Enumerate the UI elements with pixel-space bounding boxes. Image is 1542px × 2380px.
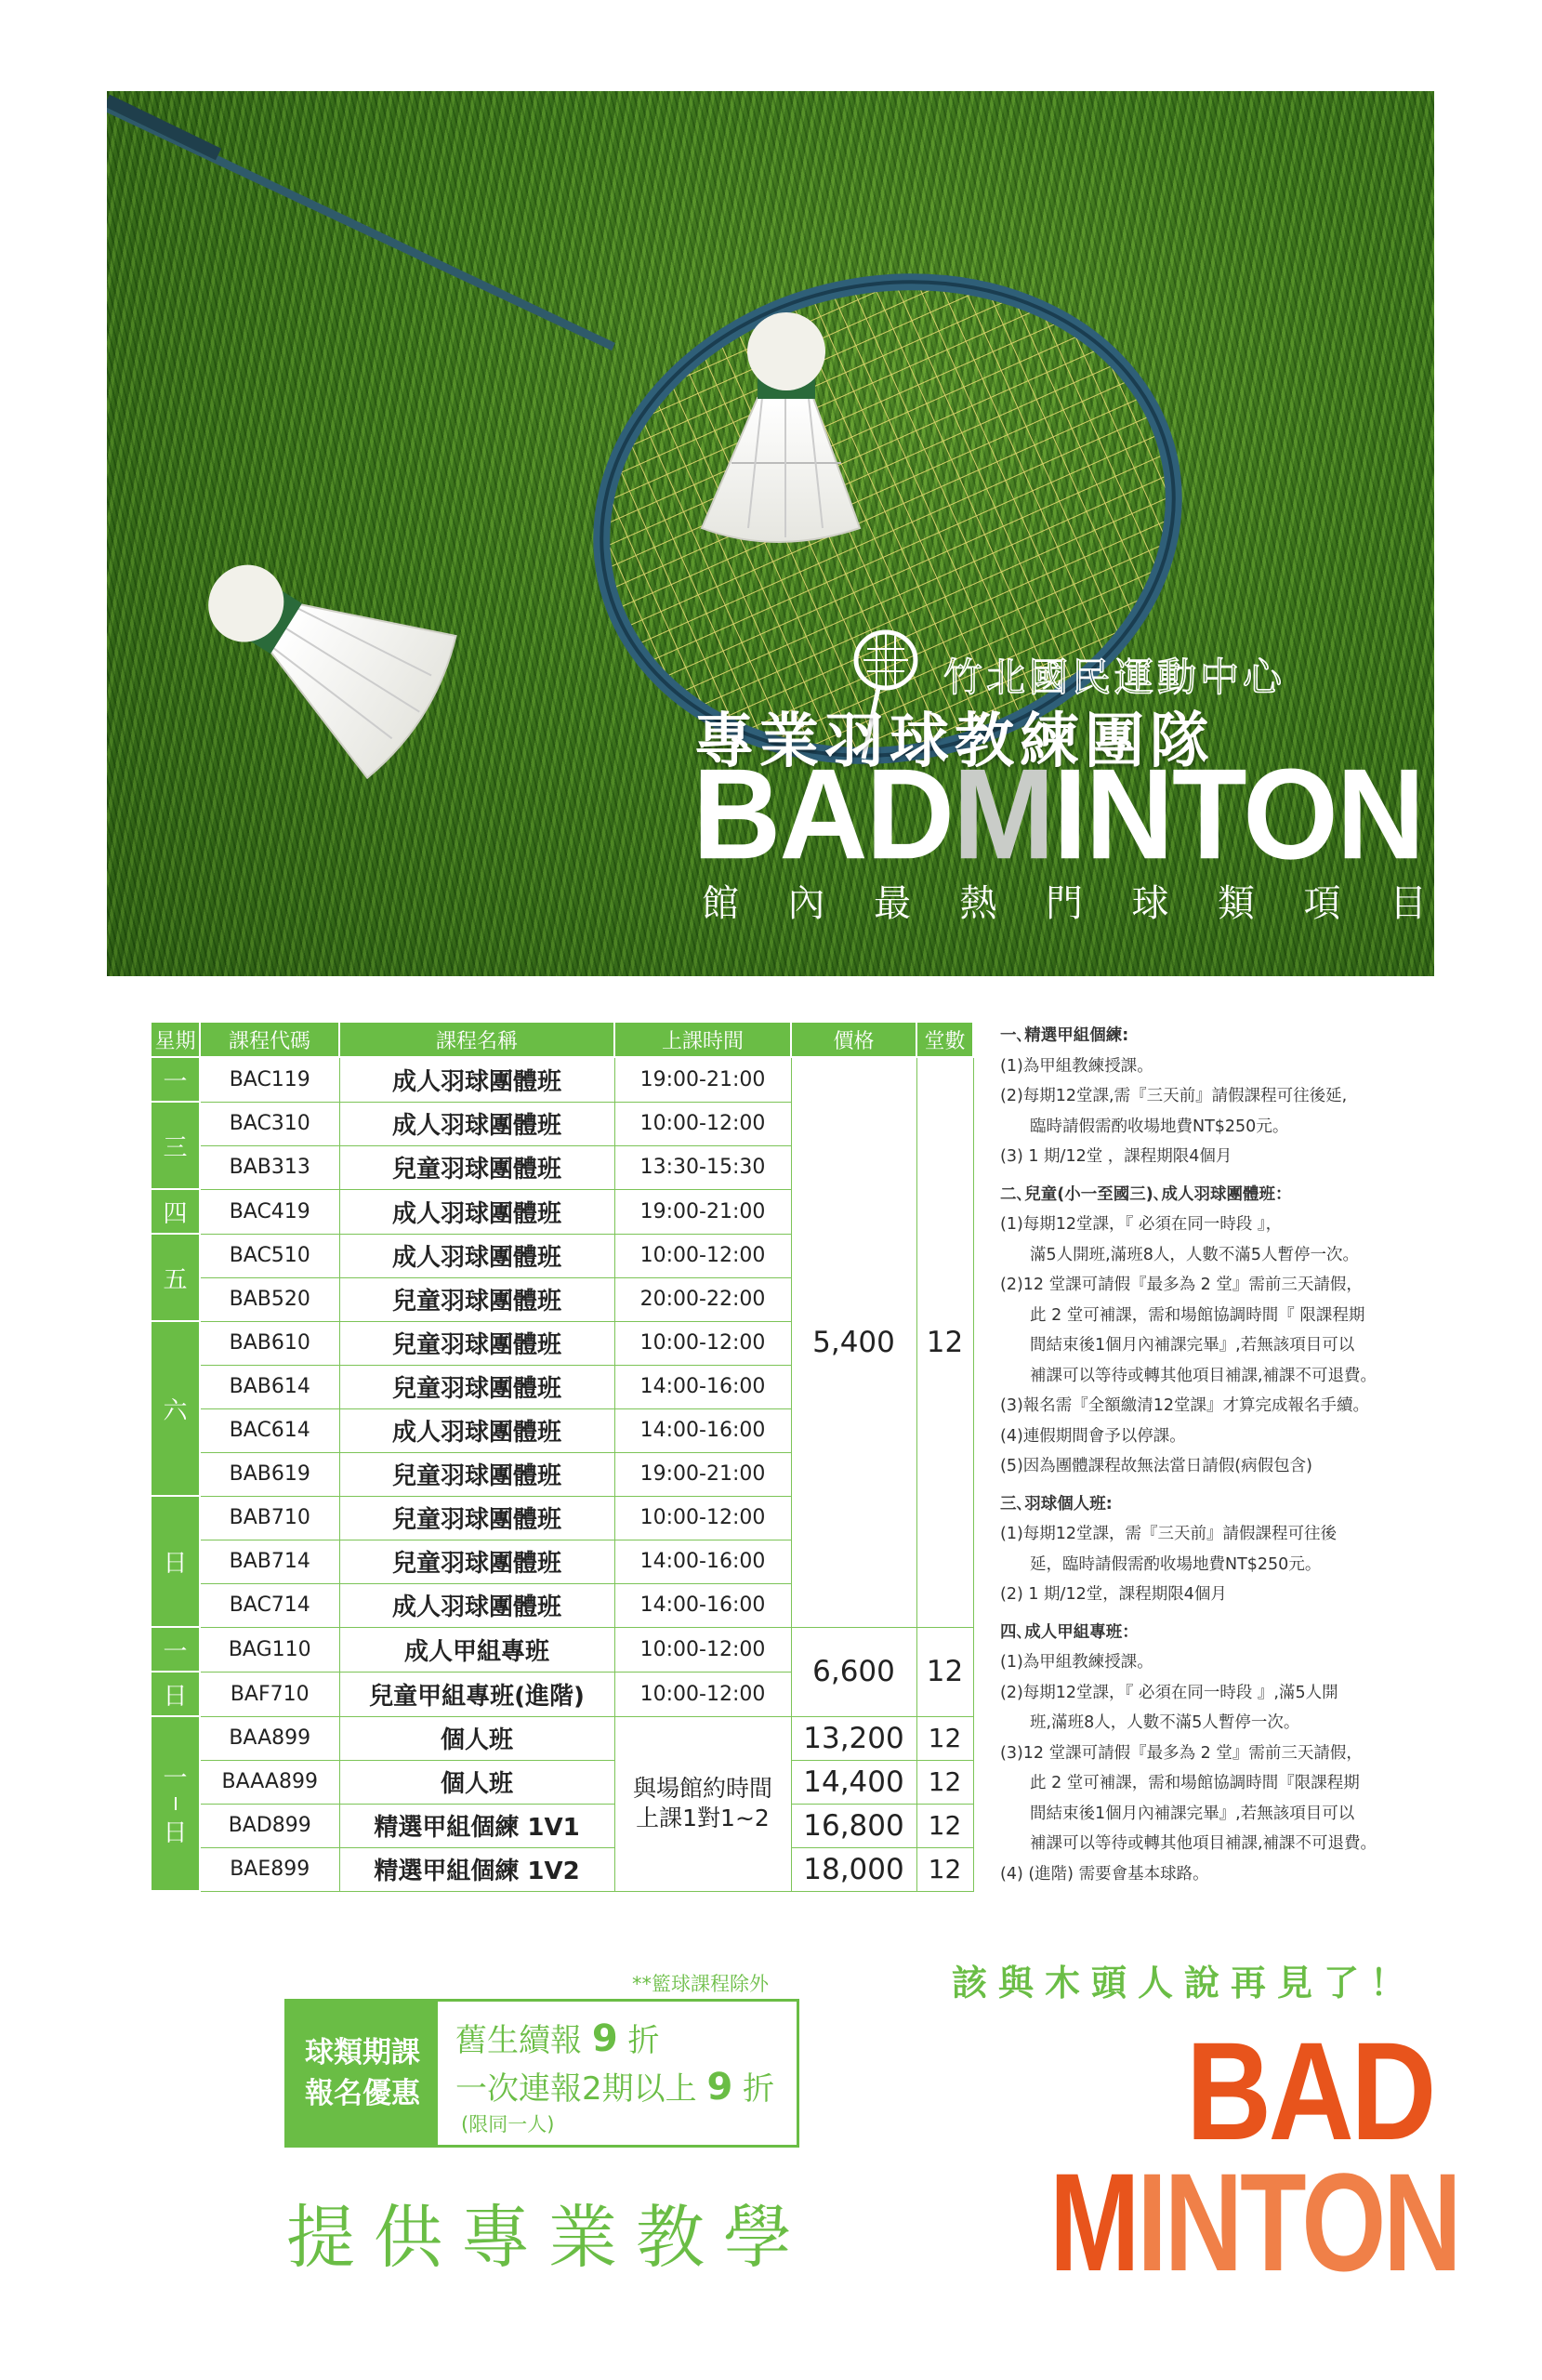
course-name: 成人甲組專班 [339, 1627, 614, 1672]
course-time: 20:00-22:00 [614, 1277, 791, 1321]
day-char: 一 [163, 1765, 188, 1792]
course-name: 兒童羽球團體班 [339, 1321, 614, 1365]
day-cell: 三 [151, 1102, 200, 1189]
wordmark-part: INTON [1052, 742, 1424, 886]
note-line: (1)每期12堂課，需『三天前』請假課程可往後 [1000, 1525, 1338, 1543]
day-cell [151, 1716, 200, 1891]
group-price: 5,400 [791, 1057, 916, 1627]
note-line: 班,滿班8人，人數不滿5人暫停一次。 [1030, 1713, 1300, 1732]
tagline-char: 內 [787, 882, 825, 925]
wordmark-part: M [952, 742, 1053, 886]
promo-discount: 9 [706, 2066, 733, 2109]
table-header-row [151, 1022, 973, 1057]
note-line: (3)12 堂課可請假『最多為 2 堂』需前三天請假， [1000, 1743, 1363, 1763]
header-code: 課程代碼 [200, 1022, 339, 1057]
course-code: BAB610 [200, 1321, 339, 1365]
wordmark-part: M [1049, 2144, 1138, 2300]
private-time [614, 1716, 791, 1891]
note-line: (3) 1 期/12堂 ，課程期限4個月 [1000, 1147, 1232, 1166]
group-count: 12 [916, 1057, 973, 1627]
day-cell: 五 [151, 1234, 200, 1321]
note-line: 此 2 堂可補課，需和場館協調時間『 限課程期 [1030, 1305, 1365, 1325]
course-time: 10:00-12:00 [614, 1627, 791, 1672]
note-line: (2)12 堂課可請假『最多為 2 堂』需前三天請假， [1000, 1276, 1363, 1294]
course-time: 14:00-16:00 [614, 1365, 791, 1408]
course-code: BAC614 [200, 1408, 339, 1452]
note-heading: 一､精選甲組個練: [1000, 1026, 1129, 1045]
course-name: 兒童羽球團體班 [339, 1277, 614, 1321]
course-time: 19:00-21:00 [614, 1057, 791, 1102]
course-name: 個人班 [339, 1716, 614, 1760]
course-time: 14:00-16:00 [614, 1583, 791, 1627]
table-row [151, 1760, 973, 1804]
course-time: 13:30-15:30 [614, 1145, 791, 1189]
day-cell: 一 [151, 1057, 200, 1102]
course-name: 成人羽球團體班 [339, 1408, 614, 1452]
promo-box [284, 1999, 799, 2148]
note-line: 延，臨時請假需酌收場地費NT$250元。 [1030, 1554, 1322, 1574]
elite-price: 6,600 [791, 1627, 916, 1716]
wordmark-part: INTON [1137, 2144, 1459, 2300]
course-count: 12 [916, 1716, 973, 1760]
promo-multi-term [455, 2063, 774, 2109]
hero-title: 專業羽球教練團隊 [694, 707, 1215, 776]
course-name: 成人羽球團體班 [339, 1102, 614, 1145]
day-cell: 日 [151, 1496, 200, 1627]
promo-text: 舊生續報 [455, 2022, 582, 2059]
promo-unit: 折 [627, 2022, 660, 2059]
course-count: 12 [916, 1847, 973, 1891]
table-row [151, 1057, 973, 1102]
day-separator [175, 1797, 177, 1810]
note-line: (1)為甲組教練授課。 [1000, 1056, 1153, 1076]
course-name: 兒童甲組專班(進階) [339, 1672, 614, 1716]
day-cell: 六 [151, 1321, 200, 1496]
day-cell: 四 [151, 1189, 200, 1234]
note-line: (2)每期12堂課，『 必須在同一時段 』,滿5人開 [1000, 1683, 1338, 1702]
hero-subtitle: 竹北國民運動中心 [943, 654, 1286, 700]
course-code: BAB313 [200, 1145, 339, 1189]
course-count: 12 [916, 1804, 973, 1847]
day-cell: 一 [151, 1627, 200, 1672]
tagline-char: 項 [1303, 882, 1341, 925]
wordmark-part: BAD [692, 742, 953, 886]
course-name: 兒童羽球團體班 [339, 1540, 614, 1583]
course-price: 13,200 [791, 1716, 916, 1760]
course-time: 10:00-12:00 [614, 1321, 791, 1365]
slogan: 提供專業教學 [286, 2198, 811, 2278]
note-line: 補課可以等待或轉其他項目補課,補課不可退費。 [1030, 1834, 1377, 1853]
big-bad-wordmark: BAD [1186, 2013, 1434, 2169]
tagline-char: 類 [1218, 882, 1255, 925]
course-price: 14,400 [791, 1760, 916, 1804]
course-name: 精選甲組個練 1V1 [339, 1804, 614, 1847]
note-heading: 二､兒童(小一至國三)､成人羽球團體班： [1000, 1184, 1292, 1204]
hero-banner [107, 91, 1434, 976]
course-code: BAD899 [200, 1804, 339, 1847]
course-count: 12 [916, 1760, 973, 1804]
table-row [151, 1804, 973, 1847]
header-price: 價格 [791, 1022, 916, 1057]
private-time-line: 上課1對1~2 [636, 1805, 770, 1831]
promo-returning [455, 2015, 659, 2060]
exclusion-note: **籃球課程除外 [632, 1973, 769, 1995]
note-line: (1)每期12堂課，『 必須在同一時段 』， [1000, 1215, 1283, 1234]
table-row [151, 1716, 973, 1760]
promo-label-line: 報名優惠 [305, 2077, 420, 2110]
course-name: 成人羽球團體班 [339, 1189, 614, 1234]
note-line: (2)每期12堂課,需『三天前』請假課程可往後延, [1000, 1087, 1348, 1105]
course-name: 兒童羽球團體班 [339, 1452, 614, 1496]
course-name: 兒童羽球團體班 [339, 1496, 614, 1540]
tagline-char: 館 [702, 882, 739, 925]
course-code: BAB714 [200, 1540, 339, 1583]
promo-discount: 9 [591, 2017, 618, 2060]
note-line: 補課可以等待或轉其他項目補課,補課不可退費。 [1030, 1366, 1377, 1385]
promo-label-line: 球類期課 [305, 2036, 420, 2069]
note-line: (2) 1 期/12堂，課程期限4個月 [1000, 1585, 1227, 1604]
note-line: 此 2 堂可補課，需和場館協調時間『限課程期 [1030, 1774, 1360, 1792]
course-code: BAE899 [200, 1847, 339, 1891]
note-heading: 三､羽球個人班: [1000, 1494, 1113, 1514]
course-name: 兒童羽球團體班 [339, 1145, 614, 1189]
note-line: (4)連假期間會予以停課。 [1000, 1426, 1186, 1446]
course-code: BAB619 [200, 1452, 339, 1496]
course-price: 16,800 [791, 1804, 916, 1847]
course-time: 10:00-12:00 [614, 1102, 791, 1145]
course-price: 18,000 [791, 1847, 916, 1891]
header-count: 堂數 [916, 1022, 973, 1057]
promo-label [287, 2002, 438, 2145]
note-line: 間結束後1個月內補課完畢』,若無該項目可以 [1030, 1336, 1355, 1355]
course-code: BAG110 [200, 1627, 339, 1672]
table-row [151, 1847, 973, 1891]
course-name: 個人班 [339, 1760, 614, 1804]
course-name: 精選甲組個練 1V2 [339, 1847, 614, 1891]
course-code: BAC310 [200, 1102, 339, 1145]
note-line: 滿5人開班,滿班8人，人數不滿5人暫停一次。 [1030, 1245, 1359, 1264]
course-code: BAC419 [200, 1189, 339, 1234]
course-schedule-table [150, 1021, 974, 1892]
course-name: 成人羽球團體班 [339, 1234, 614, 1277]
promo-unit: 折 [743, 2070, 775, 2108]
course-name: 成人羽球團體班 [339, 1583, 614, 1627]
course-time: 10:00-12:00 [614, 1496, 791, 1540]
tagline-char: 目 [1390, 882, 1427, 925]
elite-count: 12 [916, 1627, 973, 1716]
course-time: 14:00-16:00 [614, 1540, 791, 1583]
course-time: 19:00-21:00 [614, 1189, 791, 1234]
course-code: BAF710 [200, 1672, 339, 1716]
tagline-char: 最 [874, 882, 911, 925]
big-minton-wordmark [1049, 2144, 1459, 2300]
course-time: 14:00-16:00 [614, 1408, 791, 1452]
header-name: 課程名稱 [339, 1022, 614, 1057]
day-cell: 日 [151, 1672, 200, 1716]
promo-condition: (限同一人) [461, 2113, 555, 2135]
note-line: (4) (進階) 需要會基本球路。 [1000, 1864, 1209, 1884]
course-code: BAC119 [200, 1057, 339, 1102]
header-time: 上課時間 [614, 1022, 791, 1057]
course-code: BAB520 [200, 1277, 339, 1321]
course-code: BAC714 [200, 1583, 339, 1627]
course-time: 19:00-21:00 [614, 1452, 791, 1496]
header-day: 星期 [151, 1022, 200, 1057]
note-line: 間結束後1個月內補課完畢』,若無該項目可以 [1030, 1804, 1355, 1823]
note-heading: 四､成人甲組專班： [1000, 1622, 1139, 1642]
note-line: (5)因為團體課程故無法當日請假(病假包含) [1000, 1457, 1312, 1475]
course-notes [1000, 1021, 1390, 1889]
note-line: 臨時請假需酌收場地費NT$250元。 [1030, 1117, 1289, 1136]
course-code: BAA899 [200, 1716, 339, 1760]
course-code: BAB710 [200, 1496, 339, 1540]
note-line: (3)報名需『全額繳清12堂課』才算完成報名手續。 [1000, 1396, 1370, 1415]
hero-badminton-wordmark [692, 742, 1427, 886]
hero-tagline [702, 874, 1427, 927]
note-line: (1)為甲組教練授課。 [1000, 1653, 1153, 1672]
course-name: 兒童羽球團體班 [339, 1365, 614, 1408]
course-code: BAB614 [200, 1365, 339, 1408]
course-name: 成人羽球團體班 [339, 1057, 614, 1102]
farewell-text: 該與木頭人說再見了！ [952, 1963, 1417, 2003]
course-time: 10:00-12:00 [614, 1672, 791, 1716]
promo-text: 一次連報2期以上 [455, 2070, 697, 2108]
tagline-char: 門 [1046, 882, 1083, 925]
day-char: 日 [163, 1819, 188, 1847]
tagline-char: 球 [1131, 882, 1169, 925]
course-code: BAC510 [200, 1234, 339, 1277]
course-code: BAAA899 [200, 1760, 339, 1804]
course-time: 10:00-12:00 [614, 1234, 791, 1277]
tagline-char: 熱 [959, 882, 997, 925]
table-row [151, 1627, 973, 1672]
private-time-line: 與場館約時間 [632, 1774, 772, 1802]
